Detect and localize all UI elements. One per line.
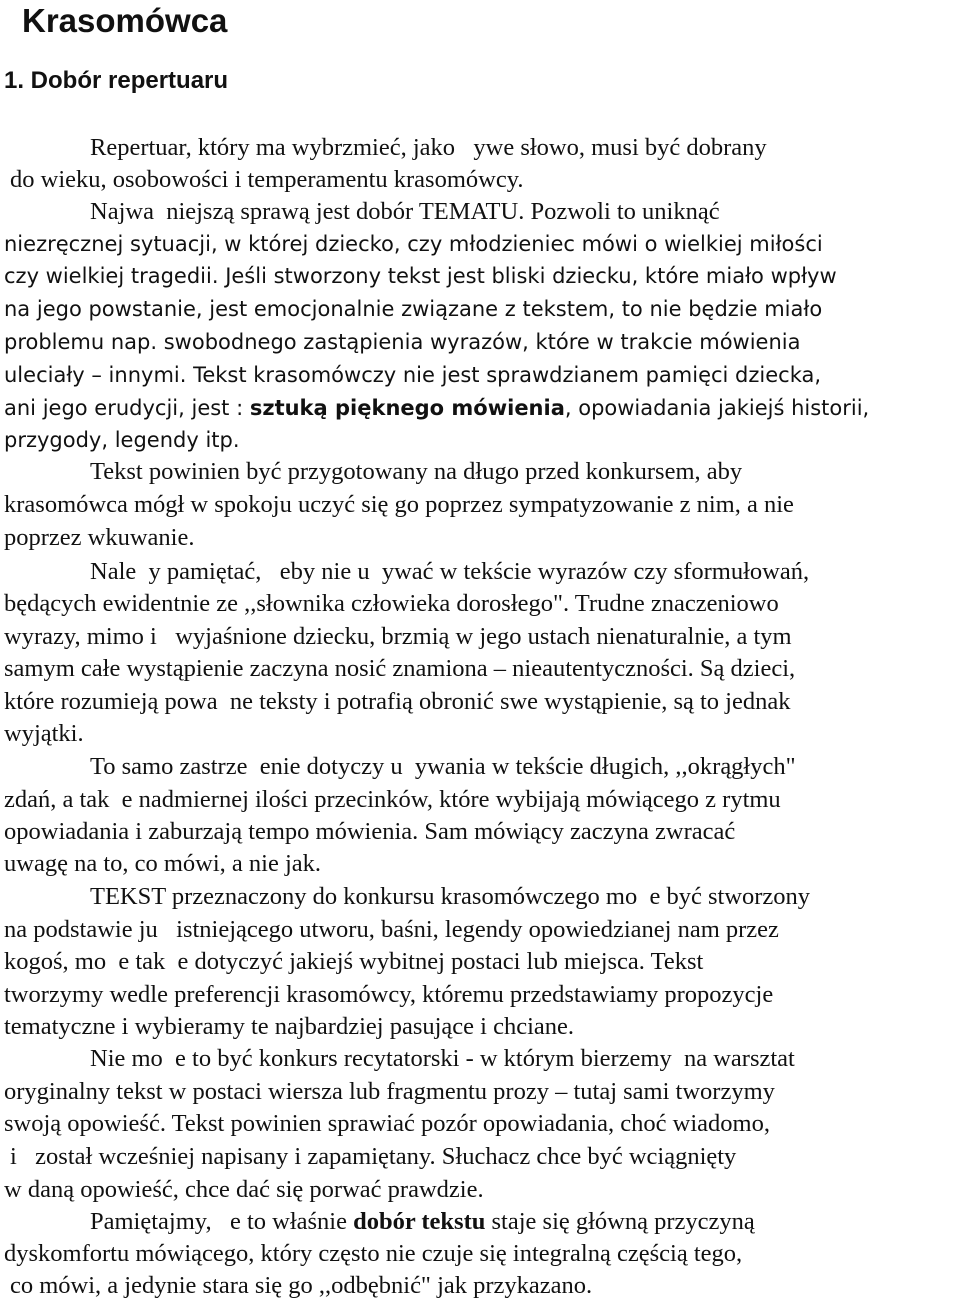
text-line: uwagę na to, co mówi, a nie jak. <box>4 850 322 877</box>
text-line: Nie mo e to być konkurs recytatorski - w którym bierzemy na warsztat <box>90 1045 795 1072</box>
text-line: uleciały – innymi. Tekst krasomówczy nie jest sprawdzianem pamięci dziecka, <box>4 363 822 387</box>
text-line: Repertuar, który ma wybrzmieć, jako ywe słowo, musi być dobrany <box>90 134 767 161</box>
text-line: czy wielkiej tragedii. Jeśli stworzony tekst jest bliski dziecku, które miało wpływ <box>4 264 837 288</box>
text-line: kogoś, mo e tak e dotyczyć jakiejś wybitnej postaci lub miejsca. Tekst <box>4 948 704 975</box>
section-heading: 1. Dobór repertuaru <box>4 67 229 94</box>
text-line-emphasis <box>90 1206 755 1238</box>
text-line: w daną opowieść, chce dać się porwać prawdzie. <box>4 1176 484 1203</box>
text-line: To samo zastrze enie dotyczy u ywania w tekście długich, ,,okrągłych" <box>90 753 796 780</box>
text-line: i został wcześniej napisany i zapamiętany. Słuchacz chce być wciągnięty <box>10 1143 737 1170</box>
text-line: opowiadania i zaburzają tempo mówienia. Sam mówiący zaczyna zwracać <box>4 818 736 845</box>
text-line: niezręcznej sytuacji, w której dziecko, czy młodzieniec mówi o wielkiej miłości <box>4 232 823 256</box>
text-line: tworzymy wedle preferencji krasomówcy, któremu przedstawiamy propozycje <box>4 981 774 1008</box>
text-line: na jego powstanie, jest emocjonalnie związane z tekstem, to nie będzie miało <box>4 297 823 321</box>
document-title: Krasomówca <box>22 2 228 39</box>
text-line: Nale y pamiętać, eby nie u ywać w tekście wyrazów czy sformułowań, <box>90 558 810 585</box>
text-line: co mówi, a jedynie stara się go ,,odbębnić" jak przykazano. <box>10 1272 593 1299</box>
text-segment: staje się główną przyczyną <box>485 1208 755 1235</box>
text-segment: , opowiadania jakiejś historii, <box>564 396 870 420</box>
text-line: będących ewidentnie ze ,,słownika człowieka dorosłego". Trudne znaczeniowo <box>4 590 779 617</box>
text-line: wyrazy, mimo i wyjaśnione dziecku, brzmią w jego ustach nienaturalnie, a tym <box>4 623 792 650</box>
text-line: poprzez wkuwanie. <box>4 524 195 551</box>
text-line: przygody, legendy itp. <box>4 428 240 452</box>
bold-phrase: dobór tekstu <box>353 1208 486 1235</box>
bold-phrase: sztuką pięknego mówienia <box>249 396 565 420</box>
text-line: samym całe wystąpienie zaczyna nosić znamiona – nieautentyczności. Są dzieci, <box>4 655 796 682</box>
text-line: swoją opowieść. Tekst powinien sprawiać pozór opowiadania, choć wiadomo, <box>4 1110 770 1137</box>
text-segment: Pamiętajmy, e to właśnie <box>90 1208 354 1235</box>
text-line: tematyczne i wybieramy te najbardziej pasujące i chciane. <box>4 1013 575 1040</box>
text-line: które rozumieją powa ne teksty i potrafią obronić swe wystąpienie, są to jednak <box>4 688 791 715</box>
text-line: na podstawie ju istniejącego utworu, baśni, legendy opowiedzianej nam przez <box>4 916 779 943</box>
text-line: zdań, a tak e nadmiernej ilości przecinków, które wybijają mówiącego z rytmu <box>4 786 781 813</box>
text-segment: ani jego erudycji, jest : <box>4 396 250 420</box>
text-line-emphasis <box>4 392 869 424</box>
text-line: do wieku, osobowości i temperamentu krasomówcy. <box>10 166 524 193</box>
text-line: TEKST przeznaczony do konkursu krasomówczego mo e być stworzony <box>90 883 811 910</box>
text-line: Najwa niejszą sprawą jest dobór TEMATU. Pozwoli to uniknąć <box>90 198 720 225</box>
text-line: krasomówca mógł w spokoju uczyć się go poprzez sympatyzowanie z nim, a nie <box>4 491 794 518</box>
text-line: wyjątki. <box>4 720 84 747</box>
text-line: problemu nap. swobodnego zastąpienia wyrazów, które w trakcie mówienia <box>4 330 801 354</box>
text-line: dyskomfortu mówiącego, który często nie czuje się integralną częścią tego, <box>4 1240 743 1267</box>
text-line: oryginalny tekst w postaci wiersza lub fragmentu prozy – tutaj sami tworzymy <box>4 1078 775 1105</box>
text-line: Tekst powinien być przygotowany na długo przed konkursem, aby <box>90 458 743 485</box>
